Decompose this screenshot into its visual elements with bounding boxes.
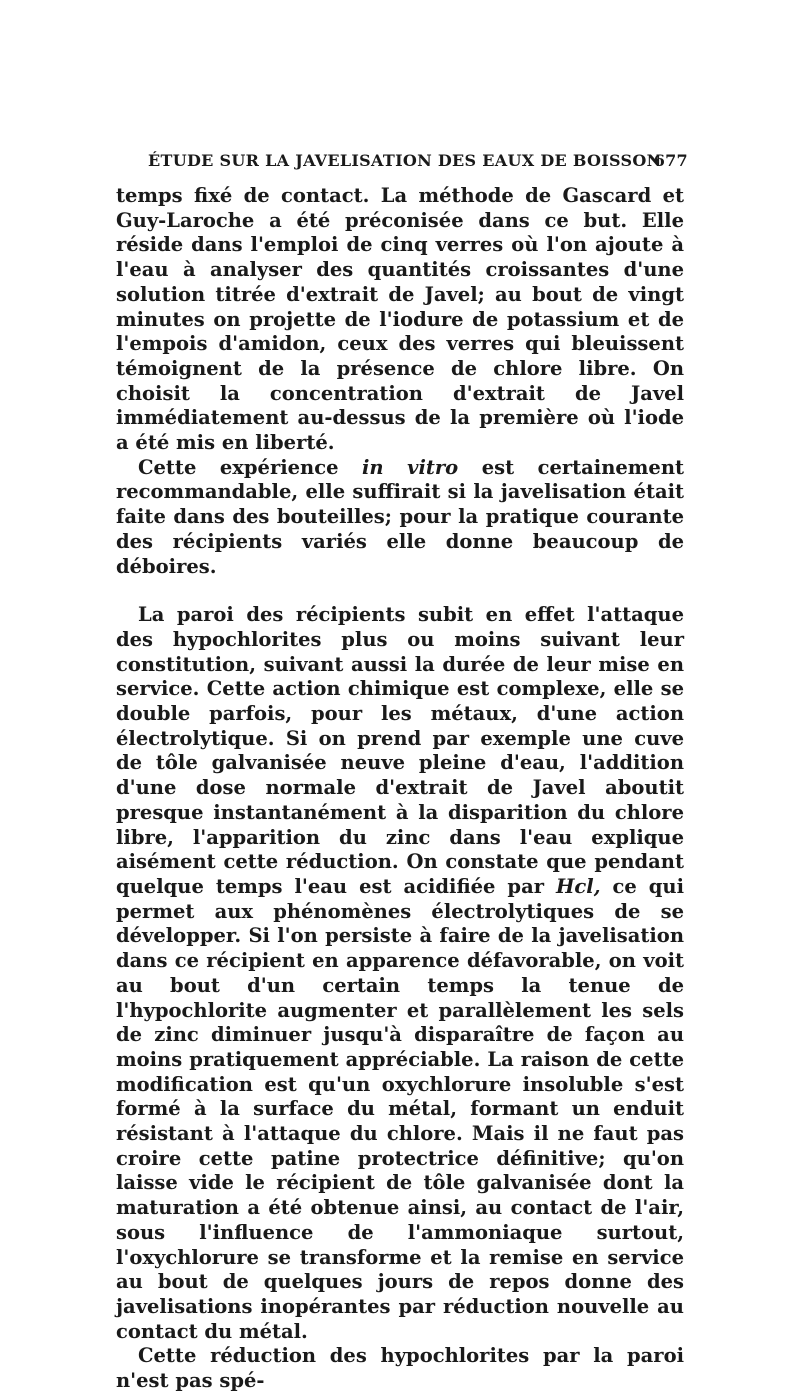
- paragraph-1: temps fixé de contact. La méthode de Gascard et Guy-Laroche a été préconisée dans ce but. Elle réside dans l'emploi de cinq verres où l'on ajoute à l'eau à analyser des quantités croissantes d'une solution titrée d'extrait de Javel; au bout de vingt minutes on projette de l'iodure de potassium et de l'empois d'amidon, ceux des verres qui bleuissent témoignent de la présence de chlore libre. On choisit la concentration d'extrait de Javel immédiatement au-dessus de la première où l'iode a été mis en liberté.: [116, 184, 684, 455]
- paragraph-2-italic: in vitro: [362, 455, 459, 479]
- running-title: ÉTUDE SUR LA JAVELISATION DES EAUX DE BOISSON: [148, 151, 662, 170]
- paragraph-3-rest: ce qui permet aux phénomènes électrolytiques de se développer. Si l'on persiste à faire de la javelisation dans ce récipient en apparence défavorable, on voit au bout d'un certain temps la tenue de l'hypochlorite augmenter et parallèlement les sels de zinc diminuer jusqu'à disparaître de façon au moins pratiquement appréciable. La raison de cette modification est qu'un oxychlorure insoluble s'est formé à la surface du métal, formant un enduit résistant à l'attaque du chlore. Mais il ne faut pas croire cette patine protectrice définitive; qu'on laisse vide le récipient de tôle galvanisée dont la maturation a été obtenue ainsi, au contact de l'air, sous l'influence de l'ammoniaque surtout, l'oxychlorure se transforme et la remise en service au bout de quelques jours de repos donne des javelisations inopérantes par réduction nouvelle au contact du métal.: [116, 874, 684, 1343]
- paragraph-2: [116, 456, 684, 580]
- paragraph-2-rest: est certainement recommandable, elle suffirait si la javelisation était faite dans des bouteilles; pour la pratique courante des récipients variés elle donne beaucoup de déboires.: [116, 455, 685, 578]
- page-number: 677: [653, 151, 688, 170]
- paragraph-3: [116, 603, 684, 1344]
- paragraph-3-start: La paroi des récipients subit en effet l'attaque des hypochlorites plus ou moins suivant leur constitution, suivant aussi la durée de leur mise en service. Cette action chimique est complexe, elle se double parfois, pour les métaux, d'une action électrolytique. Si on prend par exemple une cuve de tôle galvanisée neuve pleine d'eau, l'addition d'une dose normale d'extrait de Javel aboutit presque instantanément à la disparition du chlore libre, l'apparition du zinc dans l'eau explique aisément cette réduction. On constate que pendant quelque temps l'eau est acidifiée par: [116, 603, 684, 898]
- paragraph-2-start: Cette expérience: [138, 455, 339, 479]
- paragraph-4: Cette réduction des hypochlorites par la paroi n'est pas spé-: [116, 1344, 684, 1393]
- body-text: [116, 184, 684, 1394]
- running-head: [148, 151, 688, 177]
- paragraph-3-italic: Hcl,: [555, 874, 601, 898]
